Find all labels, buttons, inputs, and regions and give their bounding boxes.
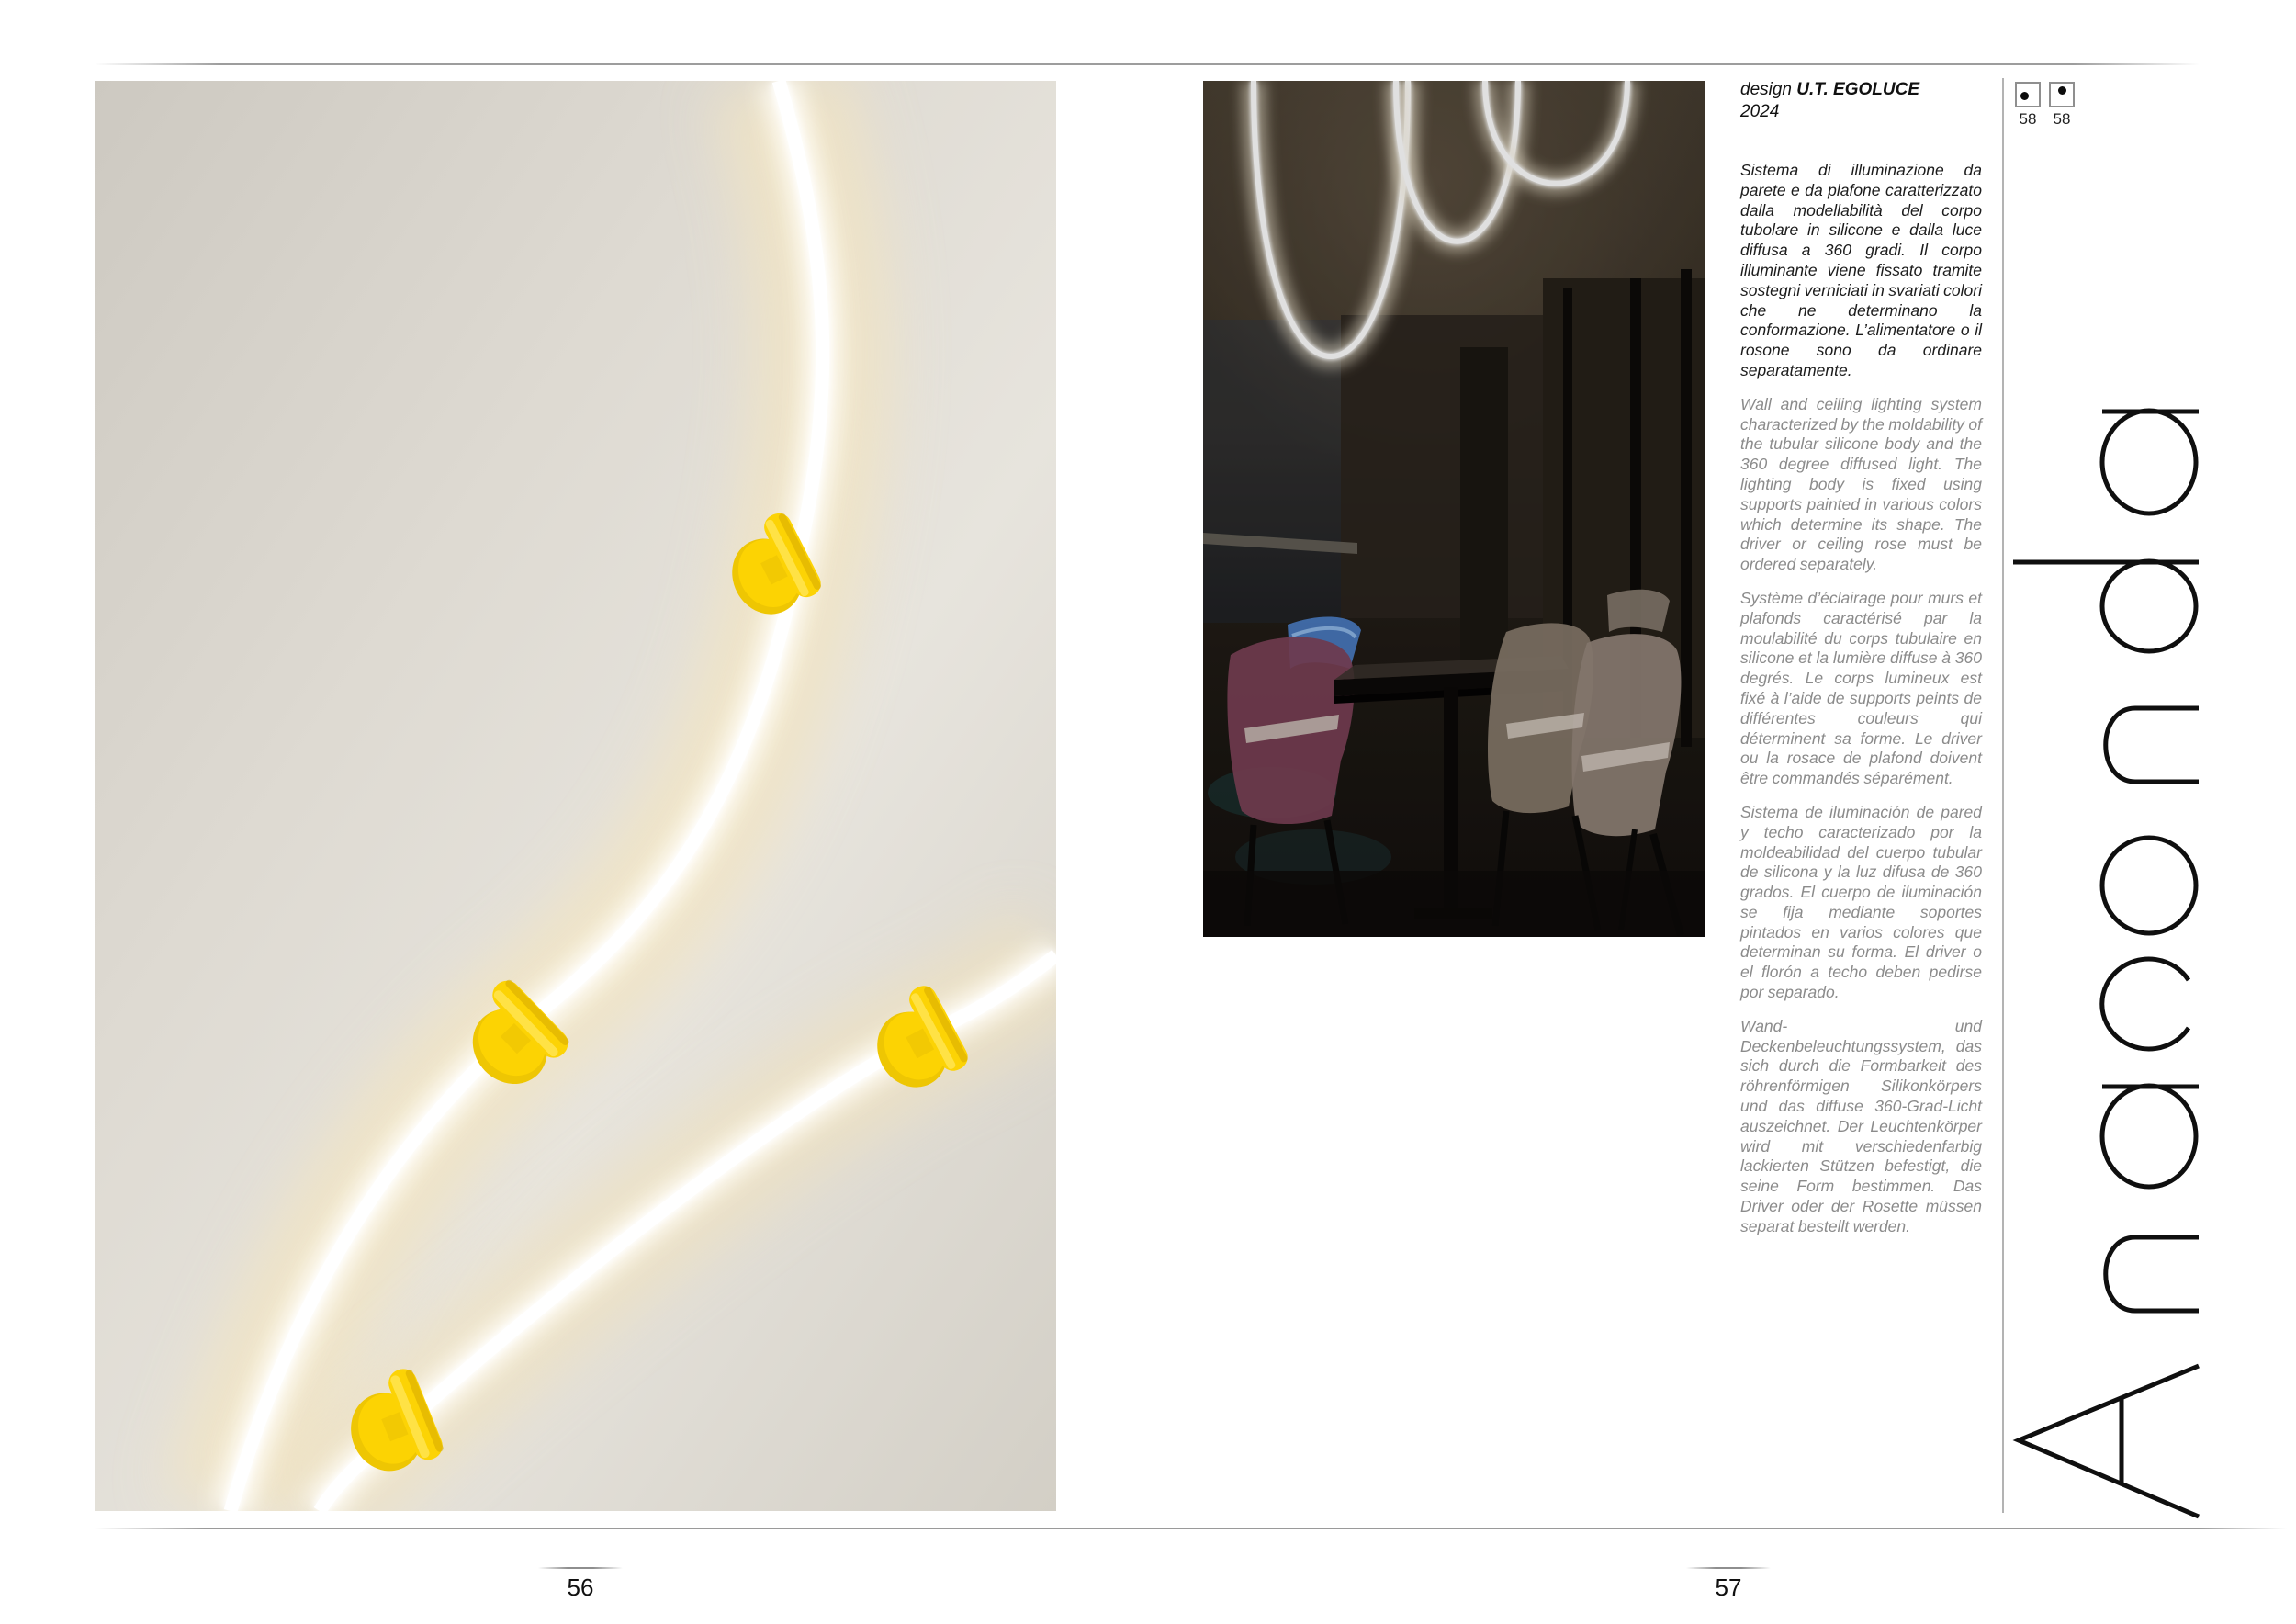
ceiling-mount-reference	[2049, 82, 2075, 129]
wall-mount-icon	[2015, 82, 2041, 107]
right-page-number-rule	[1686, 1567, 1771, 1569]
mounting-reference-icons	[2015, 82, 2075, 129]
top-rule	[95, 63, 2200, 65]
wall-mount-reference	[2015, 82, 2041, 129]
column-divider-rule	[2002, 78, 2004, 1513]
design-credit-prefix: design	[1740, 80, 1792, 99]
design-credit-year: 2024	[1740, 102, 1780, 121]
left-page-number: 56	[567, 1573, 594, 1601]
wall-mount-page-ref: 58	[2019, 110, 2037, 128]
ceiling-mount-icon	[2049, 82, 2075, 107]
description-french: Système d’éclairage pour murs et plafonds caractérisé par la moulabilité du corps tubulaire en silicone et la lumière diffuse à 360 degrés. Le corps lumineux est fixé à l’aide de supports peints de différentes couleurs qui déterminent sa forme. Le driver ou la rosace de plafond doivent être commandés séparément.	[1740, 588, 1982, 788]
description-german: Wand- und Deckenbeleuchtungssystem, das sich durch die Formbarkeit des röhrenförmigen Silikonkörpers und das diffuse 360-Grad-Licht auszeichnet. Der Leuchtenkörper wird mit verschiedenfarbig lackierten Stützen befestigt, die seine Form bestimmen. Das Driver oder der Rosette müssen separat bestellt werden.	[1740, 1016, 1982, 1235]
right-page-number: 57	[1715, 1573, 1742, 1601]
description-english: Wall and ceiling lighting system characterized by the moldability of the tubular silicone body and the 360 degree diffused light. The lighting body is fixed using supports painted in various colors which determine its shape. The driver or ceiling rose must be ordered separately.	[1740, 394, 1982, 574]
left-page-footer	[525, 1567, 636, 1602]
left-page-photo	[95, 81, 1056, 1511]
right-page-footer	[1673, 1567, 1784, 1602]
interior-scene-image	[1203, 81, 1705, 937]
ceiling-mount-page-ref: 58	[2053, 110, 2071, 128]
tube-light-closeup-image	[95, 81, 1056, 1511]
description-spanish: Sistema de iluminación de pared y techo caracterizado por la moldeabilidad del cuerpo tubular de silicona y la luz difusa de 360 grados. El cuerpo de iluminación se fija mediante soportes pintados en varios colores que determinan su forma. El driver o el florón a techo deben pedirse por separado.	[1740, 802, 1982, 1002]
product-title-letterforms	[2007, 404, 2201, 1520]
design-credit-name: U.T. EGOLUCE	[1796, 80, 1919, 99]
design-credit	[1740, 79, 1982, 123]
product-title-vertical	[2007, 404, 2201, 1520]
ceiling-mount-dot	[2058, 86, 2066, 95]
description-italian: Sistema di illuminazione da parete e da plafone caratterizzato dalla modellabilità del corpo tubolare in silicone e dalla luce diffusa a 360 gradi. Il corpo illuminante viene fissato tramite sostegni verniciati in svariati colori che ne determinano la conformazione. L’alimentatore o il rosone sono da ordinare separatamente.	[1740, 161, 1982, 379]
description-column	[1740, 79, 1982, 1251]
bottom-rule	[95, 1528, 2287, 1529]
left-page-number-rule	[538, 1567, 623, 1569]
right-page-photo	[1203, 81, 1705, 937]
wall-mount-dot	[2020, 92, 2029, 100]
